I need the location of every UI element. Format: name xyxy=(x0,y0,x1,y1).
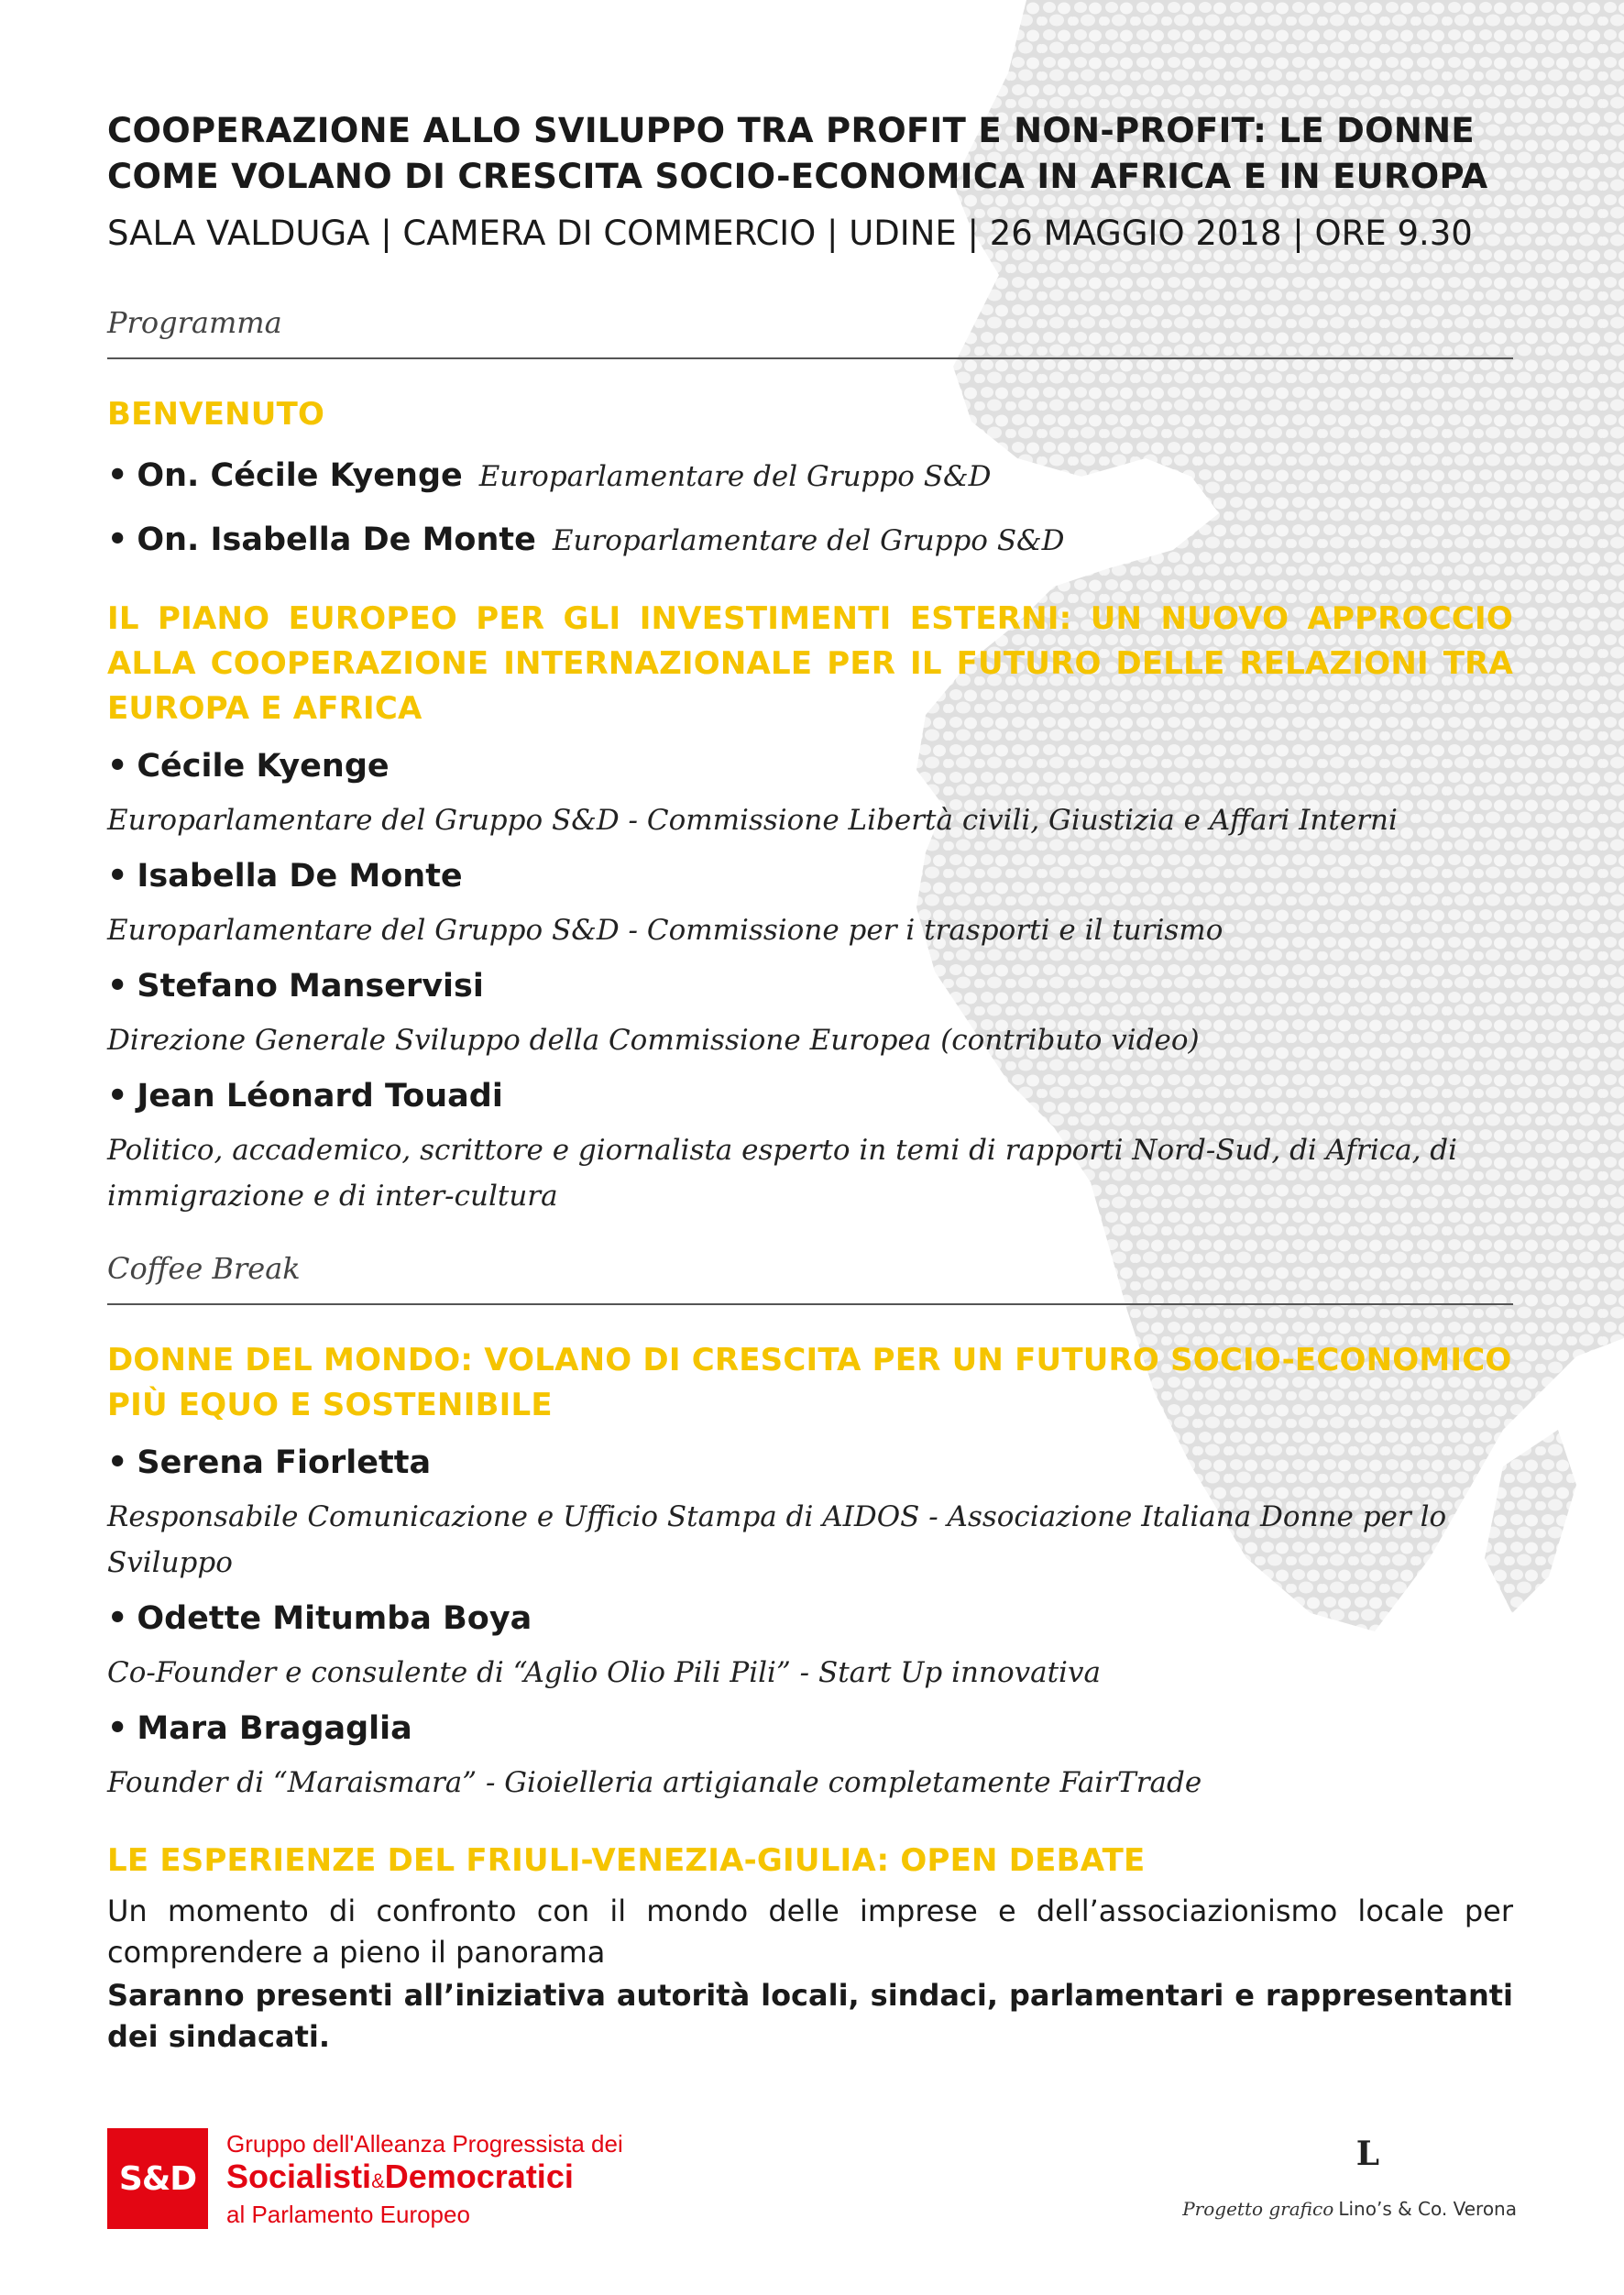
speaker-role: Europarlamentare del Gruppo S&D xyxy=(478,460,992,493)
sd-group-logo xyxy=(107,2128,623,2229)
bullet: • xyxy=(107,748,128,785)
bullet: • xyxy=(107,1078,128,1115)
section-piano-europeo xyxy=(107,597,1513,1219)
sd-logo-text xyxy=(226,2130,623,2228)
section-open-debate xyxy=(107,1839,1513,2058)
bullet: • xyxy=(107,457,128,494)
event-title: COOPERAZIONE ALLO SVILUPPO TRA PROFIT E NON-PROFIT: LE DONNE COME VOLANO DI CRESCITA SOCIO-ECONOMICA IN AFRICA E IN EUROPA xyxy=(107,111,1488,196)
org-socialisti: Socialisti xyxy=(226,2157,372,2195)
speaker-item xyxy=(107,741,1513,797)
org-ampersand: & xyxy=(371,2169,385,2192)
speaker-item xyxy=(107,1593,1513,1650)
section-donne-del-mondo xyxy=(107,1338,1513,1806)
bullet: • xyxy=(107,1444,128,1481)
org-line-1: Gruppo dell'Alleanza Progressista dei xyxy=(226,2129,623,2158)
section-benvenuto xyxy=(107,392,1513,571)
speaker-role: Co-Founder e consulente di “Aglio Olio Pili Pili” - Start Up innovativa xyxy=(107,1656,1101,1689)
credit-name: Lino’s & Co. Verona xyxy=(1338,2198,1517,2220)
section-title: LE ESPERIENZE DEL FRIULI-VENEZIA-GIULIA: OPEN DEBATE xyxy=(107,1842,1146,1879)
credit-label: Progetto grafico xyxy=(1182,2198,1334,2220)
document-body xyxy=(107,108,1513,2058)
bullet: • xyxy=(107,1600,128,1637)
programma-label: Programma xyxy=(107,305,282,340)
speaker-role: Europarlamentare del Gruppo S&D xyxy=(552,524,1065,557)
speaker-name: Serena Fiorletta xyxy=(137,1444,432,1481)
divider xyxy=(107,357,1513,359)
speaker-item xyxy=(107,851,1513,907)
design-credit xyxy=(1182,2136,1517,2220)
speaker-name: On. Cécile Kyenge xyxy=(137,457,463,494)
speaker-name: On. Isabella De Monte xyxy=(137,522,536,558)
speaker-name: Cécile Kyenge xyxy=(137,748,390,785)
speaker-item xyxy=(107,450,1513,507)
coffee-break-label: Coffee Break xyxy=(107,1251,301,1286)
credit-line xyxy=(1182,2198,1517,2220)
bullet: • xyxy=(107,968,128,1005)
event-venue-date: SALA VALDUGA | CAMERA DI COMMERCIO | UDINE | 26 MAGGIO 2018 | ORE 9.30 xyxy=(107,214,1473,253)
debate-description: Un momento di confronto con il mondo delle imprese e dell’associazionismo locale per comprendere a pieno il panorama xyxy=(107,1894,1513,1970)
speaker-name: Mara Bragaglia xyxy=(137,1710,412,1747)
speaker-name: Isabella De Monte xyxy=(137,858,463,895)
section-title: BENVENUTO xyxy=(107,396,325,433)
speaker-role: Politico, accademico, scrittore e giornalista esperto in temi di rapporti Nord-Sud, di Africa, di immigrazione e di inter-cultura xyxy=(107,1134,1458,1213)
org-line-2 xyxy=(226,2158,623,2201)
speaker-role: Europarlamentare del Gruppo S&D - Commissione per i trasporti e il turismo xyxy=(107,914,1223,947)
bullet: • xyxy=(107,522,128,558)
speaker-role: Direzione Generale Sviluppo della Commissione Europea (contributo video) xyxy=(107,1024,1200,1057)
speaker-item xyxy=(107,1703,1513,1760)
speaker-role: Europarlamentare del Gruppo S&D - Commissione Libertà civili, Giustizia e Affari Interni xyxy=(107,804,1398,837)
section-title: IL PIANO EUROPEO PER GLI INVESTIMENTI ESTERNI: UN NUOVO APPROCCIO ALLA COOPERAZIONE INTERNAZIONALE PER IL FUTURO DELLE RELAZIONI TRA EUROPA E AFRICA xyxy=(107,600,1513,727)
org-line-3: al Parlamento Europeo xyxy=(226,2200,470,2228)
speaker-name: Stefano Manservisi xyxy=(137,968,484,1005)
divider xyxy=(107,1303,1513,1305)
speaker-name: Jean Léonard Touadi xyxy=(137,1078,503,1115)
bullet: • xyxy=(107,1710,128,1747)
section-title: DONNE DEL MONDO: VOLANO DI CRESCITA PER UN FUTURO SOCIO-ECONOMICO PIÙ EQUO E SOSTENIBILE xyxy=(107,1342,1512,1423)
speaker-item xyxy=(107,1071,1513,1127)
bullet: • xyxy=(107,858,128,895)
linos-logo-mark: L xyxy=(1355,2135,1379,2173)
speaker-role: Founder di “Maraismara” - Gioielleria artigianale completamente FairTrade xyxy=(107,1766,1202,1799)
speaker-item xyxy=(107,961,1513,1017)
speaker-item xyxy=(107,514,1513,571)
speaker-role: Responsabile Comunicazione e Ufficio Stampa di AIDOS - Associazione Italiana Donne per lo Sviluppo xyxy=(107,1500,1447,1579)
org-democratici: Democratici xyxy=(384,2157,574,2195)
speaker-item xyxy=(107,1437,1513,1494)
debate-note: Saranno presenti all’iniziativa autorità locali, sindaci, parlamentari e rappresentanti dei sindacati. xyxy=(107,1978,1513,2054)
sd-logo-mark: S&D xyxy=(107,2128,208,2229)
speaker-name: Odette Mitumba Boya xyxy=(137,1600,532,1637)
